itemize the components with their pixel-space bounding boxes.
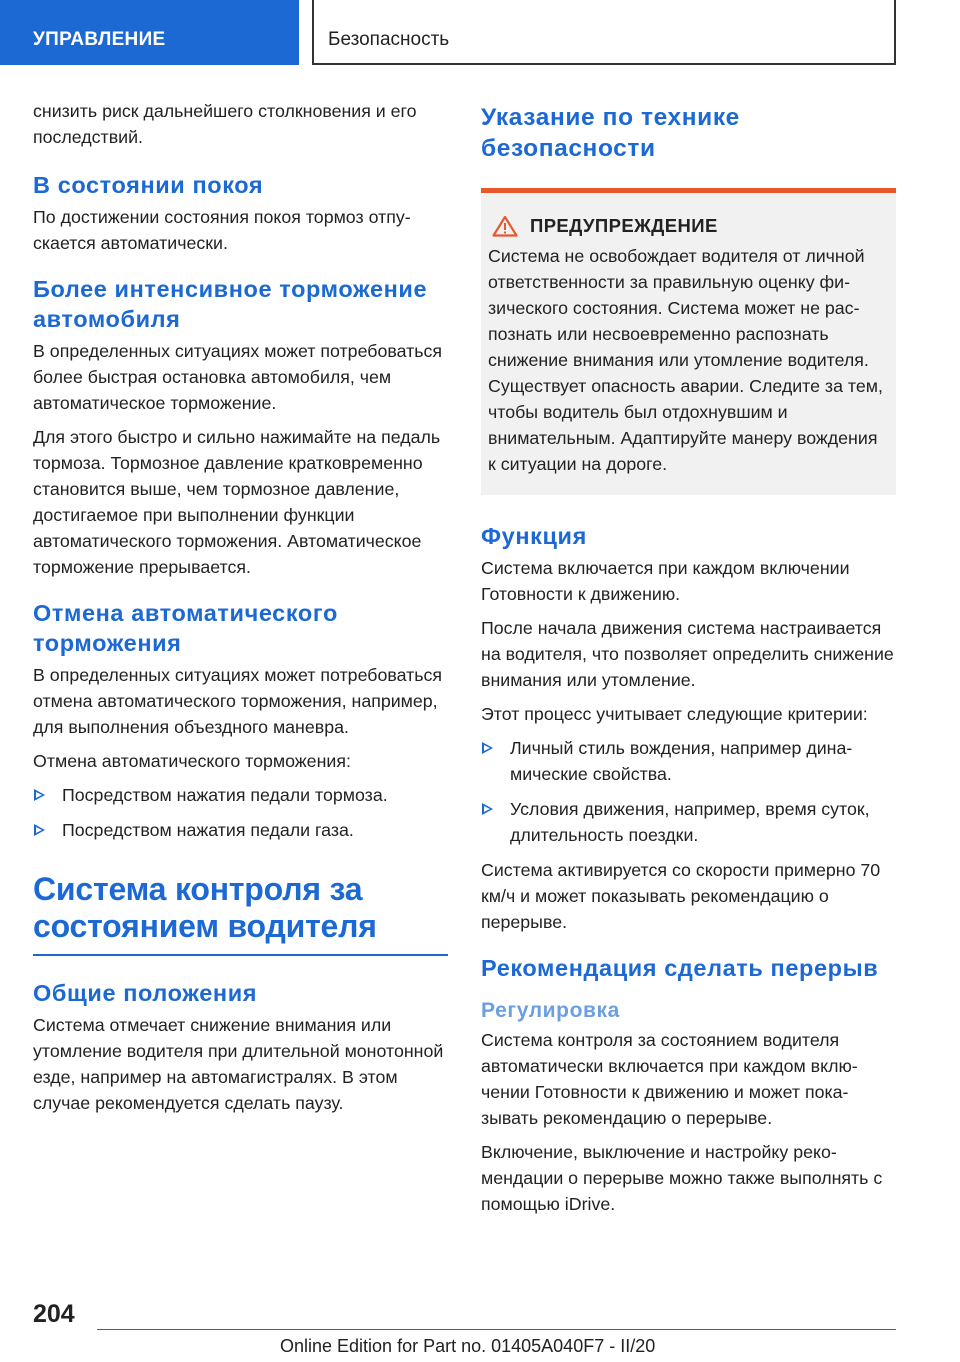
adjustment-paragraph-2: Включение, выключение и настройку рекомендации о перерыве можно также выполнять с помощью iDrive. [481,1142,883,1214]
warning-title: ПРЕДУПРЕЖДЕНИЕ [530,215,718,236]
intense-braking-heading: Более интенсивное торможение автомобиля [33,276,428,332]
list-item [33,782,448,808]
list-item-text: Личный стиль вождения, например динамические свойства. [510,738,853,784]
list-item [33,817,448,843]
intense-braking-paragraph-2: Для этого быстро и сильно нажимайте на педаль тормоза. Тормозное давление кратковременно становится выше, чем тормозное давление, достигаемое при выполнении функции автоматического торможения. Автоматическое торможение прерывается. [33,427,441,577]
general-paragraph: Система отмечает снижение внимания или утомление водителя при длительной монотонной езде, например на автомагистралях. В этом случае рекомендуется сделать паузу. [33,1015,444,1113]
chapter-tab: УПРАВЛЕНИЕ [0,0,299,65]
function-paragraph-3: Этот процесс учитывает следующие критерии: [481,704,868,724]
function-heading: Функция [481,523,587,549]
function-paragraph-1: Система включается при каждом включении Готовности к движению. [481,558,850,604]
intense-braking-paragraph-1: В определенных ситуациях может потребоваться более быстрая остановка автомобиля, чем автоматическое торможение. [33,341,443,413]
list-item-text: Условия движения, например, время суток, длительность поездки. [510,799,870,845]
criteria-list [481,735,896,848]
footer-divider [97,1329,896,1330]
section-title: Безопасность [312,0,896,65]
footer-edition: Online Edition for Part no. 01405A040F7 - II/20 [280,1336,656,1356]
general-heading: Общие положения [33,980,258,1006]
adjustment-heading: Регулировка [481,999,620,1022]
list-item-text: Посредством нажатия педали тормоза. [62,785,388,805]
standstill-heading: В состоянии покоя [33,172,264,198]
list-item [481,735,896,787]
list-item-text: Посредством нажатия педали газа. [62,820,354,840]
warning-box [481,188,896,495]
warning-text: Система не освобождает водителя от личной ответственности за правильную оценку физического состояния. Система может не распознать или несвоевременно распознать снижение внимания или утомление водителя. Существует опасность аварии. Следите за тем, чтобы водитель был отдохнувшим и внимательным. Адаптируйте манеру вождения к ситуации на дороге. [488,246,883,474]
cancel-braking-paragraph-2: Отмена автоматического торможения: [33,751,351,771]
cancel-braking-list [33,782,448,843]
right-column [481,98,896,1225]
standstill-paragraph: По достижении состояния покоя тормоз отпускается автоматически. [33,207,411,253]
driver-monitoring-heading: Система контроля за состоянием водителя [33,871,448,956]
triangle-bullet-icon [482,742,493,754]
function-paragraph-2: После начала движения система настраивается на водителя, что позволяет определить снижение внимания или утомление. [481,618,894,690]
warning-triangle-icon [492,215,518,237]
cancel-braking-paragraph-1: В определенных ситуациях может потребоваться отмена автоматического торможения, например, для выполнения объездного маневра. [33,665,443,737]
break-recommendation-heading: Рекомендация сделать перерыв [481,955,879,981]
triangle-bullet-icon [34,789,45,801]
adjustment-paragraph-1: Система контроля за состоянием водителя автоматически включается при каждом включении Готовности к движению и может показывать рекомендацию о перерыве. [481,1030,858,1128]
triangle-bullet-icon [34,824,45,836]
safety-heading: Указание по технике безопасности [481,104,740,162]
warning-header [488,215,888,237]
triangle-bullet-icon [482,803,493,815]
list-item [481,796,896,848]
cancel-braking-heading: Отмена автоматического торможения [33,600,338,656]
intro-paragraph: снизить риск дальнейшего столкновения и его последствий. [33,101,417,147]
function-paragraph-4: Система активируется со скорости примерно 70 км/ч и может показывать рекомендацию о перерыве. [481,860,881,932]
page-number: 204 [33,1300,75,1328]
left-column [33,98,448,1124]
